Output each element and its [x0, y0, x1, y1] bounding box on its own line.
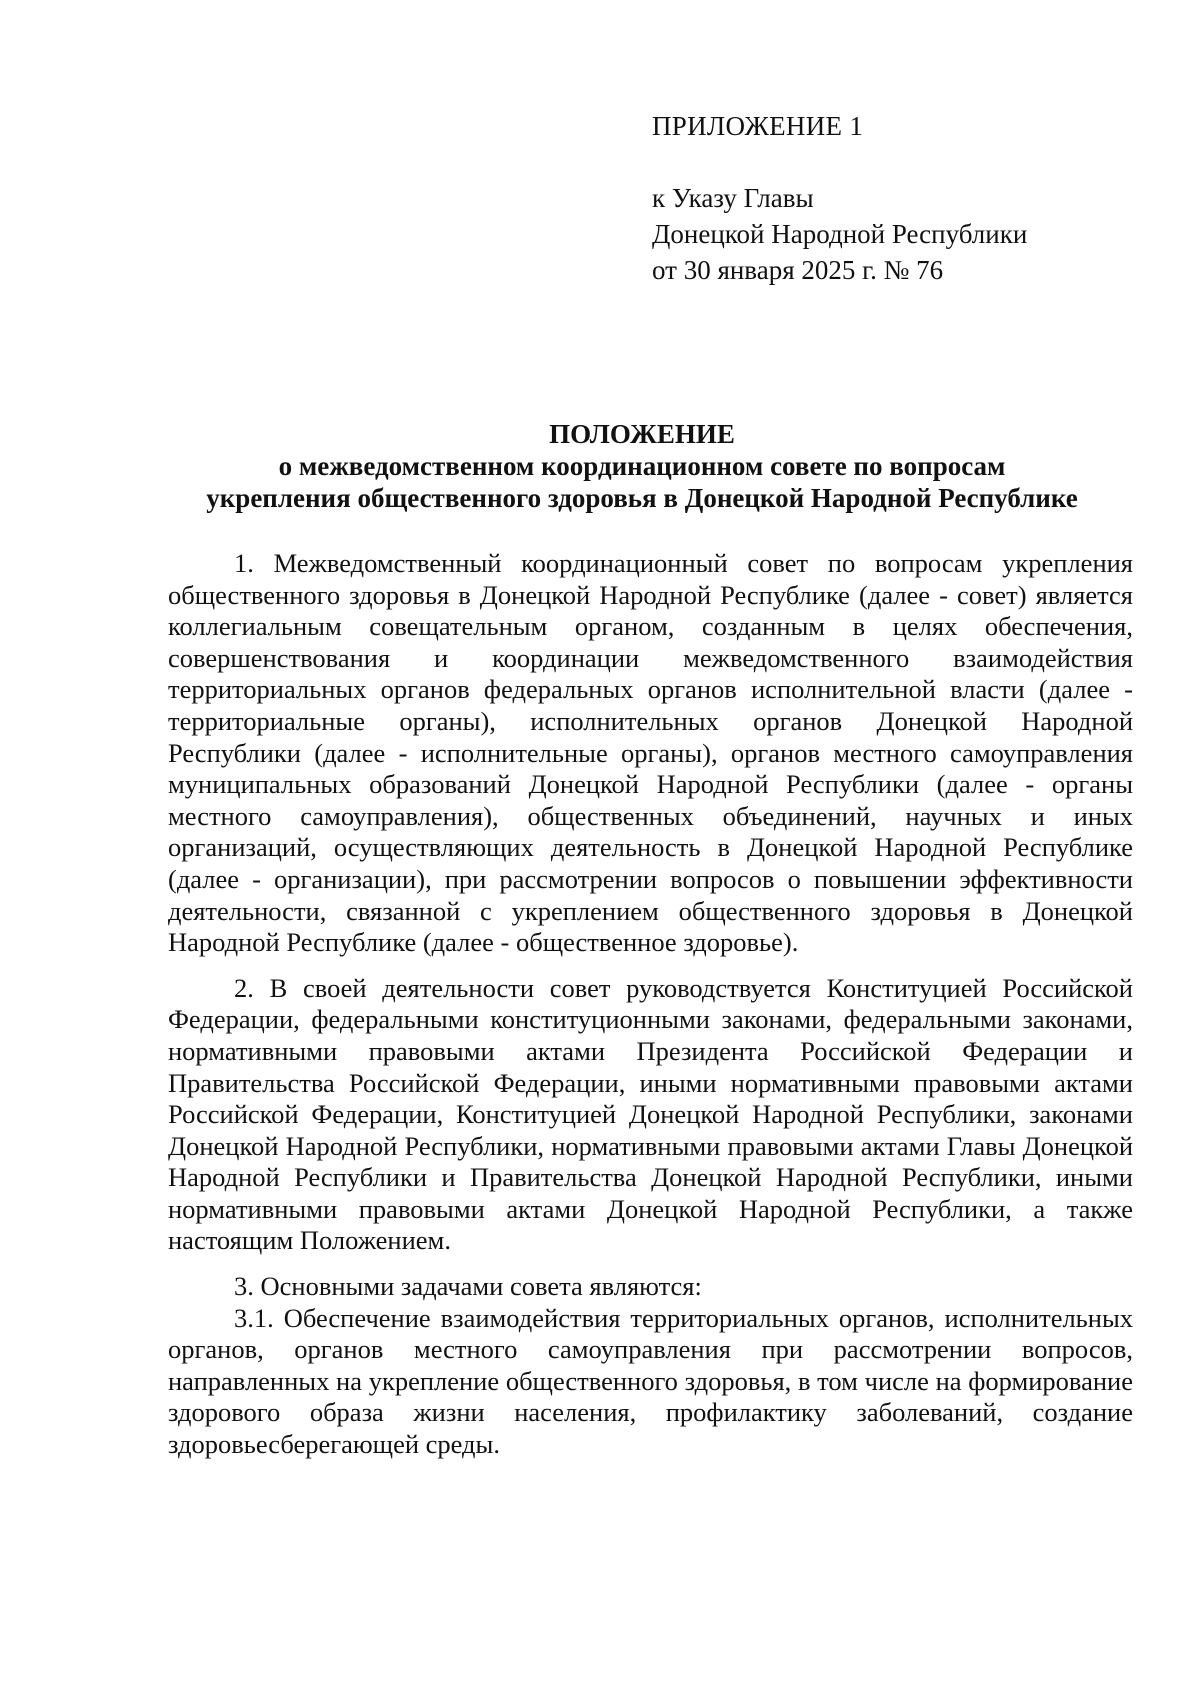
- appendix-block: [652, 108, 1152, 288]
- document-body: [168, 548, 1133, 1461]
- document-title-subject: о межведомственном координационном совете по вопросам: [278, 451, 1006, 481]
- decree-reference-line: к Указу Главы: [652, 183, 814, 213]
- decree-date-number: от 30 января 2025 г. № 76: [652, 255, 944, 285]
- paragraph-3-1: 3.1. Обеспечение взаимодействия территориальных органов, исполнительных органов, органов местного самоуправления при рассмотрении вопросов, направленных на укрепление общественного здоровья, в том числе на формирование здорового образа жизни населения, профилактику заболеваний, создание здоровьесберегающей среды.: [168, 1302, 1133, 1460]
- paragraph-3: 3. Основными задачами совета являются:: [234, 1271, 702, 1302]
- document-title-heading: ПОЛОЖЕНИЕ: [549, 419, 735, 449]
- paragraph-1: 1. Межведомственный координационный совет по вопросам укрепления общественного здоровья в Донецкой Народной Республике (далее - совет) является коллегиальным совещательным органом, созданным в целях обеспечения, совершенствования и координации межведомственного взаимодействия территориальных органов федеральных органов исполнительной власти (далее - территориальные органы), исполнительных органов Донецкой Народной Республики (далее - исполнительные органы), органов местного самоуправления муниципальных образований Донецкой Народной Республики (далее - органы местного самоуправления), общественных объединений, научных и иных организаций, осуществляющих деятельность в Донецкой Народной Республике (далее - организации), при рассмотрении вопросов о повышении эффективности деятельности, связанной с укреплением общественного здоровья в Донецкой Народной Республике (далее - общественное здоровье).: [168, 548, 1133, 958]
- decree-reference-line: Донецкой Народной Республики: [652, 219, 1028, 249]
- decree-reference: [652, 180, 1152, 288]
- document-title: [150, 418, 1134, 514]
- appendix-title: ПРИЛОЖЕНИЕ 1: [652, 111, 864, 141]
- document-title-subject: укрепления общественного здоровья в Донецкой Народной Республике: [206, 483, 1078, 513]
- paragraph-2: 2. В своей деятельности совет руководствуется Конституцией Российской Федерации, федеральными конституционными законами, федеральными законами, нормативными правовыми актами Президента Российской Федерации и Правительства Российской Федерации, иными нормативными правовыми актами Российской Федерации, Конституцией Донецкой Народной Республики, законами Донецкой Народной Республики, нормативными правовыми актами Главы Донецкой Народной Республики и Правительства Донецкой Народной Республики, иными нормативными правовыми актами Донецкой Народной Республики, а также настоящим Положением.: [168, 972, 1133, 1256]
